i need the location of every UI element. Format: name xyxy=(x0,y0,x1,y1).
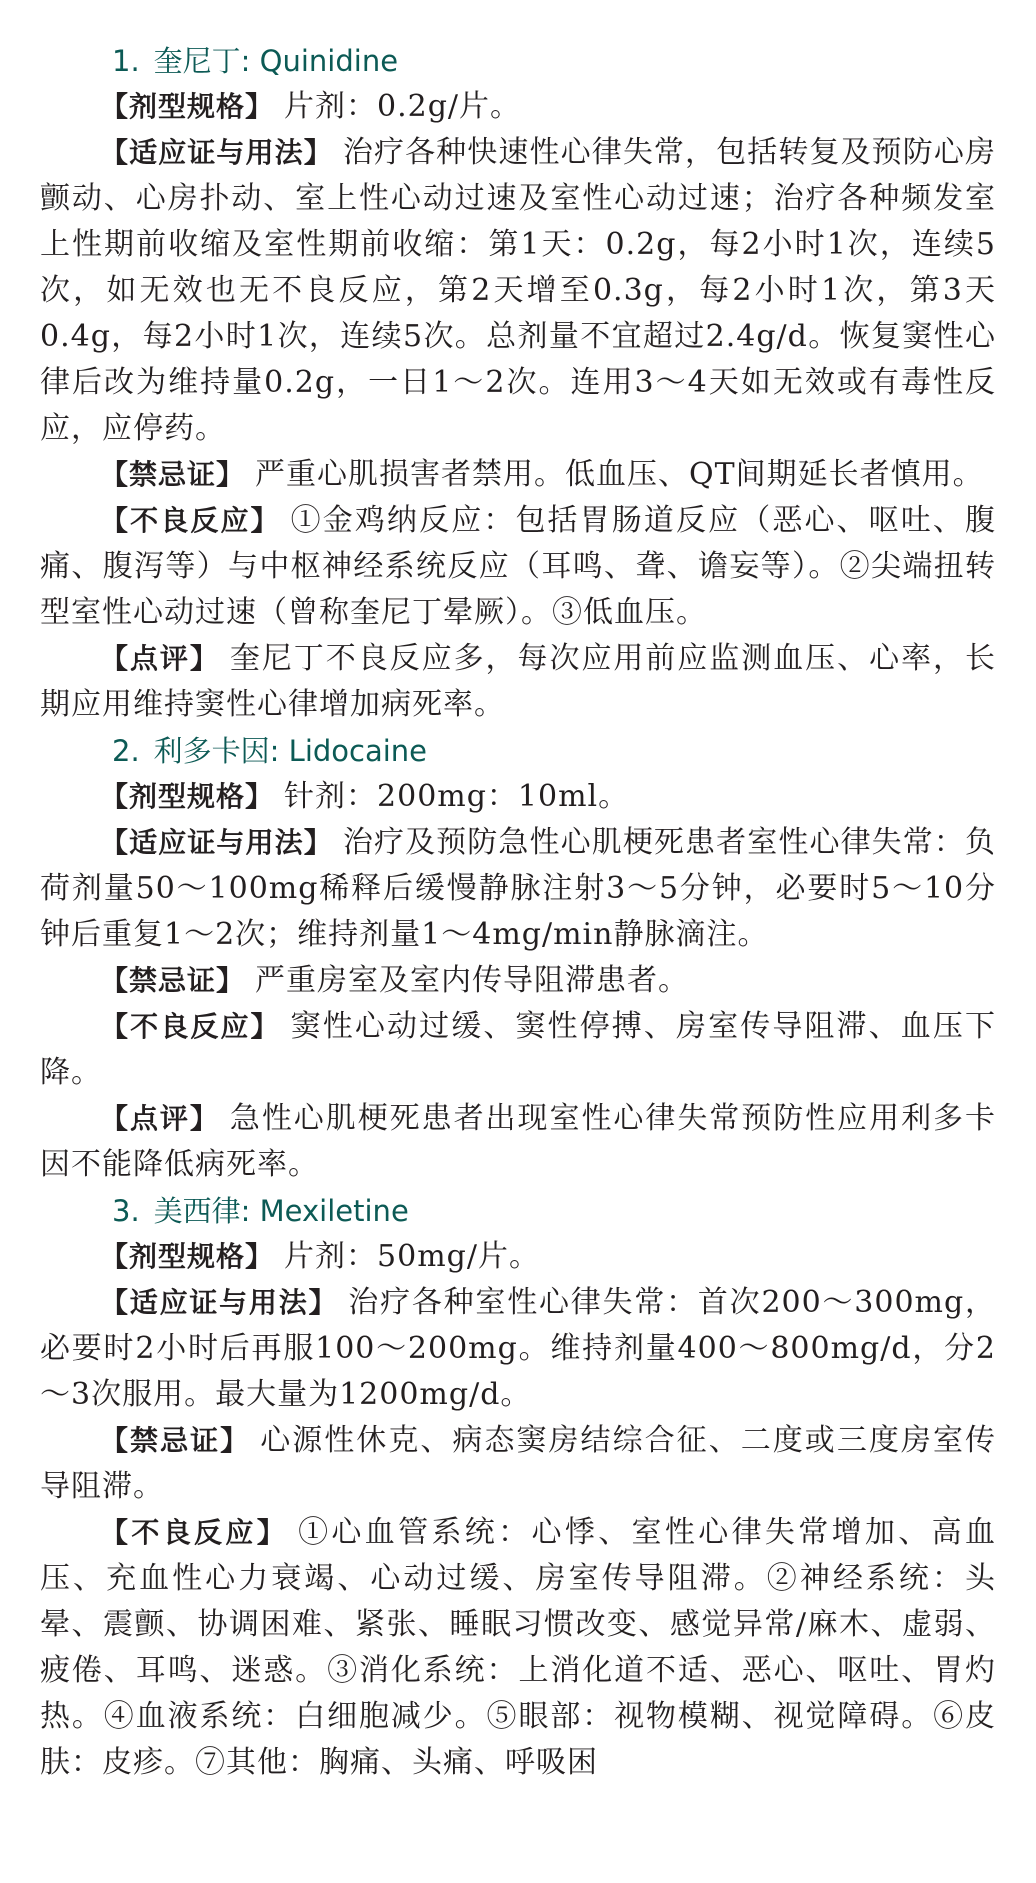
section-text: 急性心肌梗死患者出现室性心律失常预防性应用利多卡因不能降低病死率。 xyxy=(40,1101,996,1182)
section-text: 治疗及预防急性心肌梗死患者室性心律失常：负荷剂量50～100mg稀释后缓慢静脉注射3～5分钟，必要时5～10分钟后重复1～2次；维持剂量1～4mg/min静脉滴注。 xyxy=(40,825,996,952)
section-contraindications xyxy=(40,452,996,498)
drug-entry-mexiletine xyxy=(40,1188,996,1786)
section-label: 【剂型规格】 xyxy=(100,90,275,123)
section-indications xyxy=(40,1280,996,1418)
drug-number: 1. xyxy=(112,44,140,78)
section-text: 窦性心动过缓、窦性停搏、房室传导阻滞、血压下降。 xyxy=(40,1009,996,1090)
drug-name: 利多卡因: Lidocaine xyxy=(153,734,428,768)
section-dosage-form xyxy=(40,1234,996,1280)
section-text: 严重房室及室内传导阻滞患者。 xyxy=(255,963,690,998)
section-text: 治疗各种室性心律失常：首次200～300mg，必要时2小时后再服100～200mg。维持剂量400～800mg/d，分2～3次服用。最大量为1200mg/d。 xyxy=(40,1285,996,1412)
section-label: 【不良反应】 xyxy=(100,1516,289,1549)
drug-heading xyxy=(112,728,996,774)
section-label: 【禁忌证】 xyxy=(100,458,246,491)
drug-entry-quinidine xyxy=(40,38,996,728)
drug-number: 2. xyxy=(112,734,140,768)
section-text: 奎尼丁不良反应多，每次应用前应监测血压、心率，长期应用维持窦性心律增加病死率。 xyxy=(40,641,996,722)
section-text: 片剂：50mg/片。 xyxy=(284,1239,540,1274)
section-label: 【不良反应】 xyxy=(100,504,281,537)
section-label: 【适应证与用法】 xyxy=(100,1286,339,1319)
drug-heading xyxy=(112,38,996,84)
section-adverse-reactions xyxy=(40,1004,996,1096)
section-text: 片剂：0.2g/片。 xyxy=(284,89,522,124)
section-adverse-reactions xyxy=(40,498,996,636)
section-indications xyxy=(40,130,996,452)
section-label: 【剂型规格】 xyxy=(100,1240,275,1273)
section-label: 【点评】 xyxy=(100,642,220,675)
section-comment xyxy=(40,636,996,728)
section-text: ①心血管系统：心悸、室性心律失常增加、高血压、充血性心力衰竭、心动过缓、房室传导阻滞。②神经系统：头晕、震颤、协调困难、紧张、睡眠习惯改变、感觉异常/麻木、虚弱、疲倦、耳鸣、迷惑。③消化系统：上消化道不适、恶心、呕吐、胃灼热。④血液系统：白细胞减少。⑤眼部：视物模糊、视觉障碍。⑥皮肤：皮疹。⑦其他：胸痛、头痛、呼吸困 xyxy=(40,1515,996,1780)
section-text: 治疗各种快速性心律失常，包括转复及预防心房颤动、心房扑动、室上性心动过速及室性心动过速；治疗各种频发室上性期前收缩及室性期前收缩：第1天：0.2g，每2小时1次，连续5次，如无效也无不良反应，第2天增至0.3g，每2小时1次，第3天0.4g，每2小时1次，连续5次。总剂量不宜超过2.4g/d。恢复窦性心律后改为维持量0.2g，一日1～2次。连用3～4天如无效或有毒性反应，应停药。 xyxy=(40,135,996,446)
drug-number: 3. xyxy=(112,1194,140,1228)
section-label: 【适应证与用法】 xyxy=(100,136,333,169)
section-contraindications xyxy=(40,958,996,1004)
section-text: 严重心肌损害者禁用。低血压、QT间期延长者慎用。 xyxy=(255,457,984,492)
section-text: ①金鸡纳反应：包括胃肠道反应（恶心、呕吐、腹痛、腹泻等）与中枢神经系统反应（耳鸣、聋、谵妄等）。②尖端扭转型室性心动过速（曾称奎尼丁晕厥）。③低血压。 xyxy=(40,503,996,630)
drug-entry-lidocaine xyxy=(40,728,996,1188)
section-indications xyxy=(40,820,996,958)
drug-heading xyxy=(112,1188,996,1234)
section-text: 针剂：200mg：10ml。 xyxy=(284,779,630,814)
section-label: 【不良反应】 xyxy=(100,1010,281,1043)
drug-name: 美西律: Mexiletine xyxy=(153,1194,409,1228)
section-contraindications xyxy=(40,1418,996,1510)
section-comment xyxy=(40,1096,996,1188)
drug-name: 奎尼丁: Quinidine xyxy=(153,44,399,78)
section-text: 心源性休克、病态窦房结综合征、二度或三度房室传导阻滞。 xyxy=(40,1423,996,1504)
section-label: 【剂型规格】 xyxy=(100,780,275,813)
section-label: 【适应证与用法】 xyxy=(100,826,333,859)
section-dosage-form xyxy=(40,774,996,820)
section-dosage-form xyxy=(40,84,996,130)
section-label: 【禁忌证】 xyxy=(100,1424,251,1457)
section-label: 【点评】 xyxy=(100,1102,220,1135)
section-label: 【禁忌证】 xyxy=(100,964,246,997)
section-adverse-reactions xyxy=(40,1510,996,1786)
